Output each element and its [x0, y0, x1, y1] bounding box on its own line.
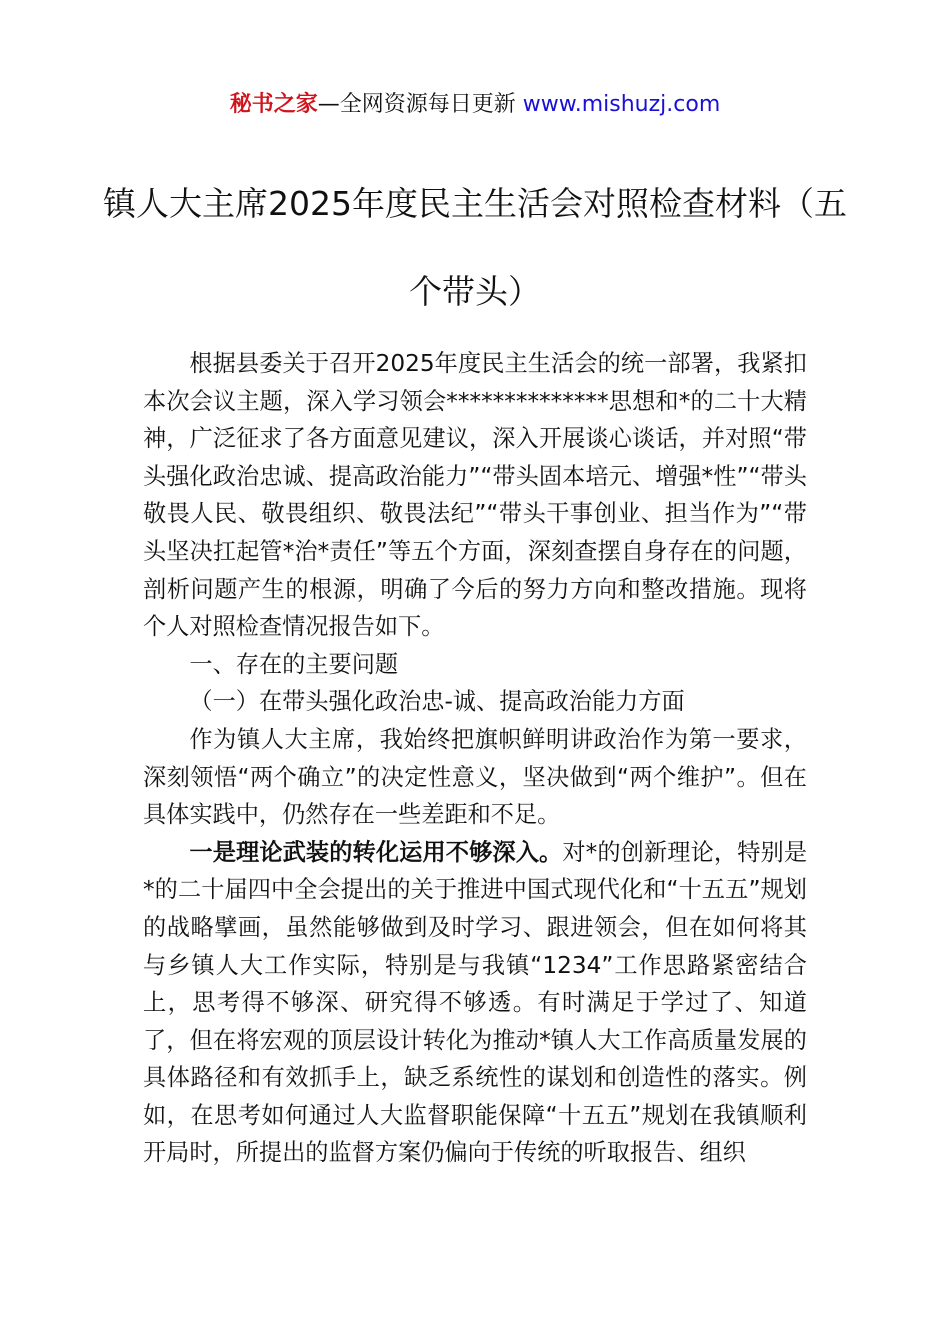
body-paragraph: 作为镇人大主席，我始终把旗帜鲜明讲政治作为第一要求，深刻领悟“两个确立”的决定性意义，坚决做到“两个维护”。但在具体实践中，仍然存在一些差距和不足。: [143, 725, 807, 829]
header-tagline: —全网资源每日更新: [317, 92, 523, 117]
document-title: 镇人大主席2025年度民主生活会对照检查材料（五个带头）: [103, 184, 847, 311]
subsection-heading: （一）在带头强化政治忠-诚、提高政治能力方面: [189, 688, 685, 716]
site-url-link[interactable]: www.mishuzj.com: [522, 92, 721, 117]
point-text: 对*的创新理论，特别是*的二十届四中全会提出的关于推进中国式现代化和“十五五”规划的战略擘画，虽然能够做到及时学习、跟进领会，但在如何将其与乡镇人大工作实际，特别是与我镇“1234”工作思路紧密结合上，思考得不够深、研究得不够透。有时满足于学过了、知道了，但在将宏观的顶层设计转化为推动*镇人大工作高质量发展的具体路径和有效抓手上，缺乏系统性的谋划和创造性的落实。例如，在思考如何通过人大监督职能保障“十五五”规划在我镇顺利开局时，所提出的监督方案仍偏向于传统的听取报告、组织: [143, 838, 808, 1167]
point-paragraph: [143, 834, 807, 1172]
intro-paragraph: 根据县委关于召开2025年度民主生活会的统一部署，我紧扣本次会议主题，深入学习领会**************思想和*的二十大精神，广泛征求了各方面意见建议，深入开展谈心谈话，并对照“带头强化政治忠诚、提高政治能力”“带头固本培元、增强*性”“带头敬畏人民、敬畏组织、敬畏法纪”“带头干事创业、担当作为”“带头坚决扛起管*治*责任”等五个方面，深刻查摆自身存在的问题，剖析问题产生的根源，明确了今后的努力方向和整改措施。现将个人对照检查情况报告如下。: [143, 350, 807, 641]
section-heading: 一、存在的主要问题: [189, 650, 399, 678]
site-header: [0, 88, 950, 122]
brand-name: 秘书之家: [229, 92, 318, 117]
point-lead: 一是理论武装的转化运用不够深入。: [189, 838, 563, 866]
document-body: [143, 345, 807, 1172]
